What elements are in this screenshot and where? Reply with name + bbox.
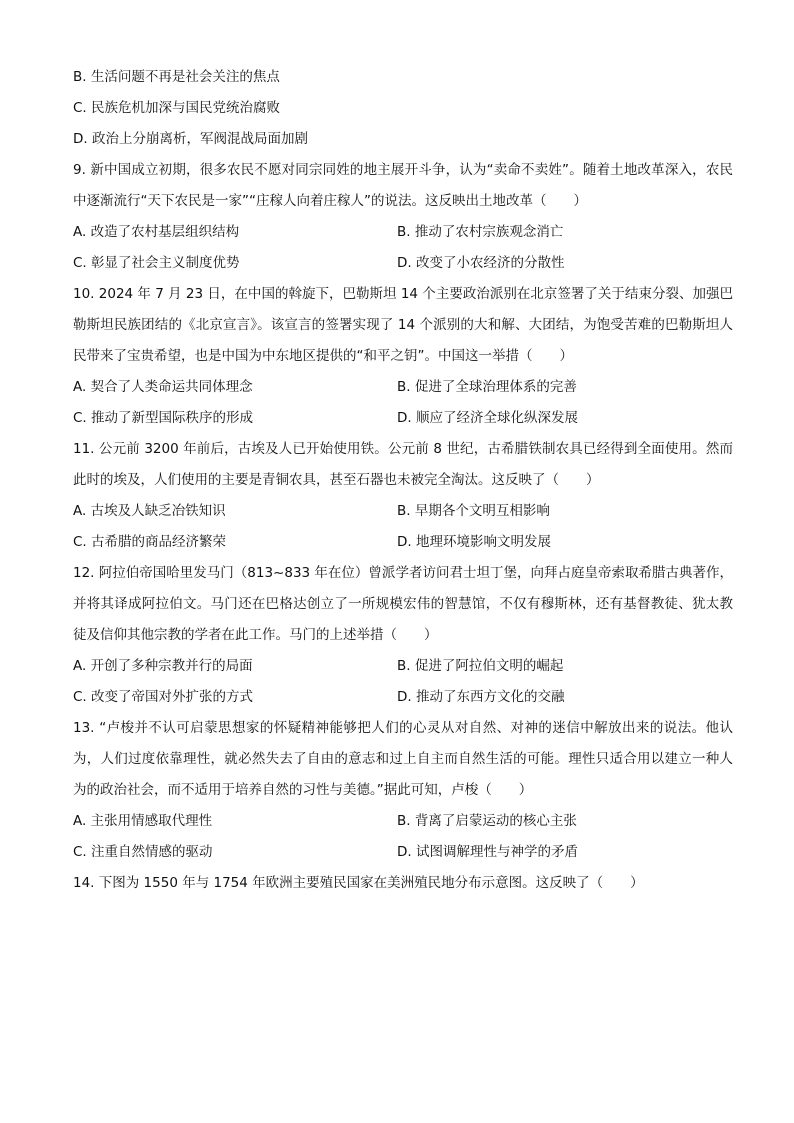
question-13-stem: 13. “卢梭并不认可启蒙思想家的怀疑精神能够把人们的心灵从对自然、对神的迷信中解放出来的说法。他认为，人们过度依靠理性，就必然失去了自由的意志和过上自主而自然生活的可能。理性只适合用以建立一种人为的政治社会，而不适用于培养自然的习性与美德。”据此可知，卢梭（ ） [73,720,733,798]
question-12-option-b: B. 促进了阿拉伯文明的崛起 [397,658,564,674]
question-9-option-b: B. 推动了农村宗族观念消亡 [397,224,564,240]
question-11 [73,434,733,558]
question-12-option-d: D. 推动了东西方文化的交融 [397,689,565,705]
question-11-stem: 11. 公元前 3200 年前后，古埃及人已开始使用铁。公元前 8 世纪，古希腊铁制农具已经得到全面使用。然而此时的埃及，人们使用的主要是青铜农具，甚至石器也未被完全淘汰。这反映了（ ） [73,441,733,488]
question-10-option-a: A. 契合了人类命运共同体理念 [73,379,253,395]
question-10-option-d: D. 顺应了经济全球化纵深发展 [397,410,578,426]
question-10-option-c: C. 推动了新型国际秩序的形成 [73,410,254,426]
question-9-option-c: C. 彰显了社会主义制度优势 [73,255,240,271]
question-12-option-a: A. 开创了多种宗教并行的局面 [73,658,253,674]
question-8-option-c: C. 民族危机加深与国民党统治腐败 [73,100,281,116]
question-9-option-d: D. 改变了小农经济的分散性 [397,255,565,271]
question-10 [73,279,733,434]
question-12-stem: 12. 阿拉伯帝国哈里发马门（813~833 年在位）曾派学者访问君士坦丁堡，向拜占庭皇帝索取希腊古典著作，并将其译成阿拉伯文。马门还在巴格达创立了一所规模宏伟的智慧馆，不仅有穆斯林，还有基督教徒、犹太教徒及信仰其他宗教的学者在此工作。马门的上述举措（ ） [73,565,733,643]
question-9-option-a: A. 改造了农村基层组织结构 [73,224,240,240]
question-10-stem: 10. 2024 年 7 月 23 日，在中国的斡旋下，巴勒斯坦 14 个主要政治派别在北京签署了关于结束分裂、加强巴勒斯坦民族团结的《北京宣言》。该宣言的签署实现了 14 个派别的大和解、大团结，为饱受苦难的巴勒斯坦人民带来了宝贵希望，也是中国为中东地区提供的“和平之钥”。中国这一举措（ ） [73,286,733,364]
question-8-option-d: D. 政治上分崩离析，军阀混战局面加剧 [73,131,308,147]
question-13-option-b: B. 背离了启蒙运动的核心主张 [397,813,577,829]
question-9-stem: 9. 新中国成立初期，很多农民不愿对同宗同姓的地主展开斗争，认为“卖命不卖姓”。随着土地改革深入，农民中逐渐流行“天下农民是一家”“庄稼人向着庄稼人”的说法。这反映出土地改革（ ） [73,162,733,209]
question-13-option-d: D. 试图调解理性与神学的矛盾 [397,844,578,860]
question-12 [73,558,733,713]
question-14 [73,868,733,899]
question-9 [73,155,733,279]
question-13 [73,713,733,868]
question-10-option-b: B. 促进了全球治理体系的完善 [397,379,577,395]
question-13-option-c: C. 注重自然情感的驱动 [73,844,213,860]
exam-page [73,62,733,899]
question-11-option-d: D. 地理环境影响文明发展 [397,534,551,550]
question-11-option-c: C. 古希腊的商品经济繁荣 [73,534,227,550]
question-12-option-c: C. 改变了帝国对外扩张的方式 [73,689,254,705]
question-11-option-b: B. 早期各个文明互相影响 [397,503,550,519]
question-8-option-b: B. 生活问题不再是社会关注的焦点 [73,69,280,85]
question-8-options [73,62,733,155]
question-13-option-a: A. 主张用情感取代理性 [73,813,213,829]
question-11-option-a: A. 古埃及人缺乏冶铁知识 [73,503,226,519]
question-14-stem: 14. 下图为 1550 年与 1754 年欧洲主要殖民国家在美洲殖民地分布示意图。这反映了（ ） [73,875,644,891]
